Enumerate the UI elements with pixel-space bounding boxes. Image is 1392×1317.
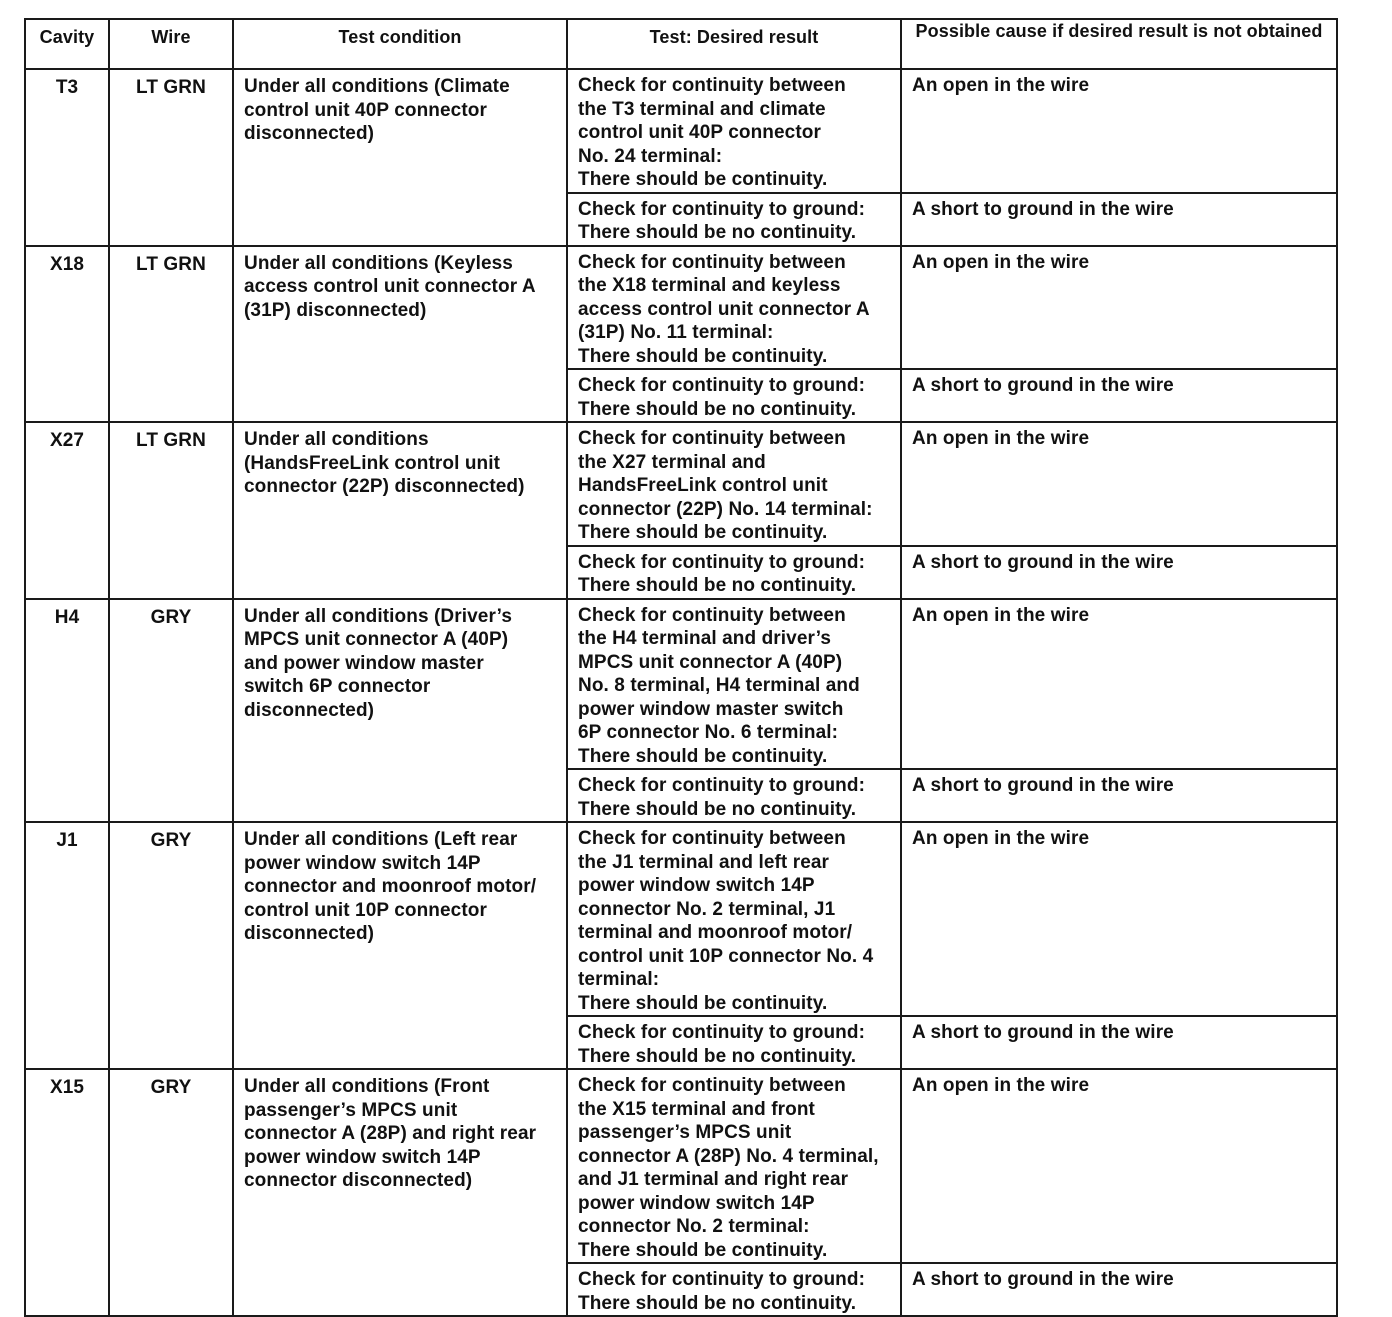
short-cause-cell: A short to ground in the wire (901, 546, 1337, 599)
table-row (25, 1069, 1337, 1263)
continuity-test-cell: Check for continuity between the H4 terminal and driver’s MPCS unit connector A (40P) No. 8 terminal, H4 terminal and power window master switch 6P connector No. 6 terminal: There should be continuity. (567, 599, 901, 770)
open-cause-cell: An open in the wire (901, 422, 1337, 546)
test-condition-cell: Under all conditions (Driver’s MPCS unit connector A (40P) and power window master switch 6P connector disconnected) (233, 599, 567, 823)
ground-test-cell: Check for continuity to ground: There should be no continuity. (567, 1263, 901, 1316)
header-cavity: Cavity (25, 19, 109, 69)
table-body (25, 69, 1337, 1316)
header-test-condition: Test condition (233, 19, 567, 69)
header-possible-cause: Possible cause if desired result is not obtained (901, 19, 1337, 69)
continuity-test-cell: Check for continuity between the X27 terminal and HandsFreeLink control unit connector (22P) No. 14 terminal: There should be continuity. (567, 422, 901, 546)
table-row (25, 822, 1337, 1016)
cavity-cell: T3 (25, 69, 109, 246)
test-condition-cell: Under all conditions (HandsFreeLink control unit connector (22P) disconnected) (233, 422, 567, 599)
open-cause-cell: An open in the wire (901, 599, 1337, 770)
header-desired-result: Test: Desired result (567, 19, 901, 69)
cavity-cell: X27 (25, 422, 109, 599)
test-condition-cell: Under all conditions (Left rear power window switch 14P connector and moonroof motor/ control unit 10P connector disconnected) (233, 822, 567, 1069)
cavity-cell: J1 (25, 822, 109, 1069)
wire-color-cell: LT GRN (109, 246, 233, 423)
open-cause-cell: An open in the wire (901, 246, 1337, 370)
table-row (25, 69, 1337, 193)
ground-test-cell: Check for continuity to ground: There should be no continuity. (567, 769, 901, 822)
ground-test-cell: Check for continuity to ground: There should be no continuity. (567, 1016, 901, 1069)
ground-test-cell: Check for continuity to ground: There should be no continuity. (567, 193, 901, 246)
table-row (25, 599, 1337, 770)
open-cause-cell: An open in the wire (901, 822, 1337, 1016)
test-condition-cell: Under all conditions (Front passenger’s MPCS unit connector A (28P) and right rear power window switch 14P connector disconnected) (233, 1069, 567, 1316)
circuit-test-table (24, 18, 1338, 1317)
open-cause-cell: An open in the wire (901, 1069, 1337, 1263)
table-row (25, 246, 1337, 370)
short-cause-cell: A short to ground in the wire (901, 369, 1337, 422)
wire-color-cell: GRY (109, 822, 233, 1069)
short-cause-cell: A short to ground in the wire (901, 1016, 1337, 1069)
continuity-test-cell: Check for continuity between the J1 terminal and left rear power window switch 14P connector No. 2 terminal, J1 terminal and moonroof motor/ control unit 10P connector No. 4 terminal: There should be continuity. (567, 822, 901, 1016)
continuity-test-cell: Check for continuity between the T3 terminal and climate control unit 40P connector No. 24 terminal: There should be continuity. (567, 69, 901, 193)
table-row (25, 422, 1337, 546)
short-cause-cell: A short to ground in the wire (901, 769, 1337, 822)
wire-color-cell: GRY (109, 1069, 233, 1316)
ground-test-cell: Check for continuity to ground: There should be no continuity. (567, 369, 901, 422)
short-cause-cell: A short to ground in the wire (901, 193, 1337, 246)
header-row (25, 19, 1337, 69)
short-cause-cell: A short to ground in the wire (901, 1263, 1337, 1316)
wire-color-cell: LT GRN (109, 69, 233, 246)
header-wire: Wire (109, 19, 233, 69)
wire-color-cell: GRY (109, 599, 233, 823)
wire-color-cell: LT GRN (109, 422, 233, 599)
test-condition-cell: Under all conditions (Climate control unit 40P connector disconnected) (233, 69, 567, 246)
cavity-cell: X18 (25, 246, 109, 423)
cavity-cell: X15 (25, 1069, 109, 1316)
test-condition-cell: Under all conditions (Keyless access control unit connector A (31P) disconnected) (233, 246, 567, 423)
cavity-cell: H4 (25, 599, 109, 823)
table-header (25, 19, 1337, 69)
continuity-test-cell: Check for continuity between the X15 terminal and front passenger’s MPCS unit connector A (28P) No. 4 terminal, and J1 terminal and right rear power window switch 14P connector No. 2 terminal: There should be continuity. (567, 1069, 901, 1263)
ground-test-cell: Check for continuity to ground: There should be no continuity. (567, 546, 901, 599)
continuity-test-cell: Check for continuity between the X18 terminal and keyless access control unit connector A (31P) No. 11 terminal: There should be continuity. (567, 246, 901, 370)
open-cause-cell: An open in the wire (901, 69, 1337, 193)
